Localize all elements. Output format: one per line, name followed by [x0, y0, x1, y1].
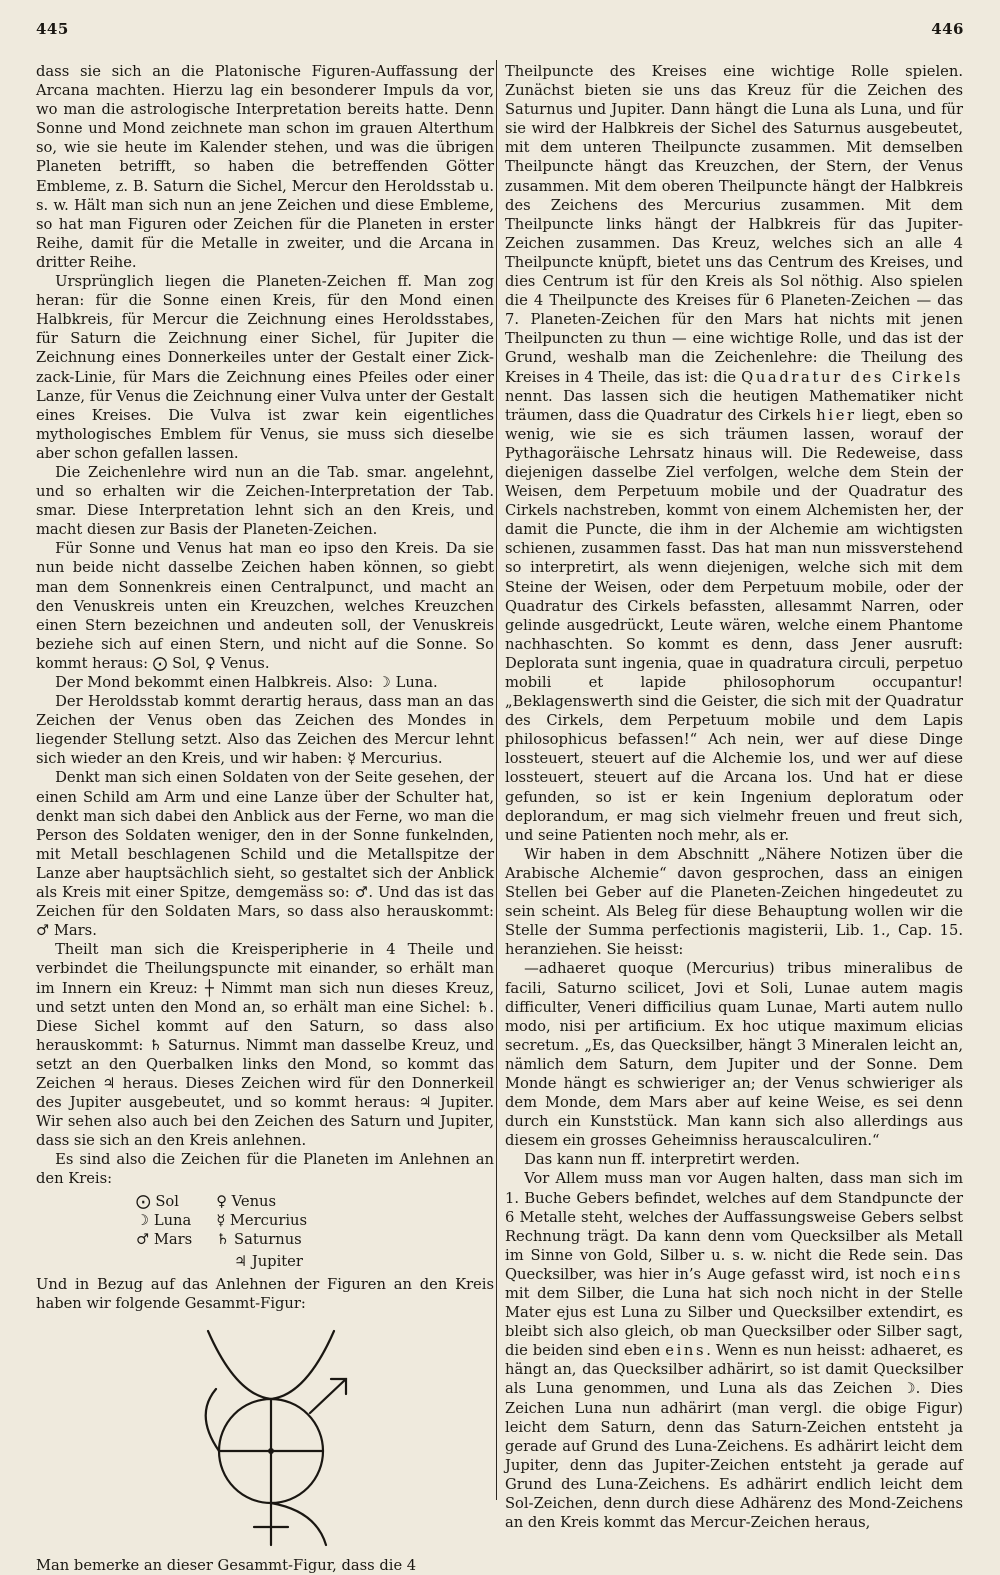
- paragraph: Ursprünglich liegen die Planeten-Zeichen ff. Man zog heran: für die Sonne einen Kreis, für den Mond einen Halbkreis, für Mercur die Zeichnung eines Heroldsstabes, für Saturn die Zeichnung einer Sichel, für Jupiter die Zeichnung eines Donnerkeiles unter der Gestalt einer Zick-zack-Linie, für Mars die Zeichnung eines Pfeiles oder einer Lanze, für Venus die Zeichnung einer Vulva unter der Gestalt eines Kreises. Die Vulva ist zwar kein eigentliches mythologisches Emblem für Venus, sie muss sich dieselbe aber schon gefallen lassen.: [36, 273, 494, 462]
- mercury-horns-arc: [208, 1331, 334, 1399]
- left-page-number: 445: [36, 20, 69, 38]
- moon-symbol: ☽ Luna: [136, 1211, 192, 1229]
- saturn-sickle-arc: [271, 1503, 326, 1545]
- paragraph: Für Sonne und Venus hat man eo ipso den Kreis. Da sie nun beide nicht dasselbe Zeichen haben können, so giebt man dem Sonnenkreis einen Centralpunct, und macht an den Venuskreis unten ein Kreuzchen, welches Kreuzchen einen Stern bezeichnen und andeuten soll, der Venuskreis beziehe sich auf einen Stern, und nicht auf die Sonne. So kommt heraus: ⨀ Sol, ♀ Venus.: [36, 540, 494, 672]
- paragraph: Und in Bezug auf das Anlehnen der Figuren an den Kreis haben wir folgende Gesammt-Figur:: [36, 1275, 494, 1312]
- sun-center-dot: [268, 1448, 274, 1454]
- paragraph: —adhaeret quoque (Mercurius) tribus mineralibus de facili, Saturno scilicet, Jovi et Soli, Lunae autem magis difficulter, Veneri difficilius quam Lunae, Marti autem nullo modo, nisi per artificium. Ex hoc utique maximum elicias secretum. „Es, das Quecksilber, hängt 3 Mineralen leicht an, nämlich dem Saturn, dem Jupiter und der Sonne. Dem Monde hängt es schwieriger an; der Venus schwieriger als dem Monde, dem Mars aber auf keine Weise, es sei denn durch ein Kunststück. Man kann sich also allerdings aus diesem ein grosses Geheimniss herauscalculiren.“: [505, 960, 963, 1150]
- paragraph: Theilt man sich die Kreisperipherie in 4 Theile und verbindet die Theilungspuncte mit einander, so erhält man im Innern ein Kreuz: ┼ Nimmt man sich nun dieses Kreuz, und setzt unten den Mond an, so erhält man eine Sichel: ♄. Diese Sichel kommt auf den Saturn, so dass also herauskommt: ♄ Saturnus. Nimmt man dasselbe Kreuz, und setzt an den Querbalken links den Mond, so kommt das Zeichen ♃ heraus. Dieses Zeichen wird für den Donnerkeil des Jupiter ausgebeutet, und so kommt heraus: ♃ Jupiter. Wir sehen also auch bei den Zeichen des Saturn und Jupiter, dass sie sich an den Kreis anlehnen.: [36, 941, 494, 1150]
- right-page-number: 446: [931, 20, 964, 38]
- table-row: [136, 1192, 321, 1211]
- paragraph: Theilpuncte des Kreises eine wichtige Rolle spielen. Zunächst bieten sie uns das Kreuz für die Zeichen des Saturnus und Jupiter. Dann hängt die Luna als Luna, und für sie wird der Halbkreis der Sichel des Saturnus ausgebeutet, mit dem unteren Theilpuncte zusammen. Mit demselben Theilpuncte hängt das Kreuzchen, der Stern, der Venus zusammen. Mit dem oberen Theilpuncte hängt der Halbkreis des Zeichens des Mercurius zusammen. Mit dem Theilpuncte links hängt der Halbkreis für das Jupiter-Zeichen zusammen. Das Kreuz, welches sich an alle 4 Theilpuncte knüpft, bietet uns das Centrum des Kreises, und dies Centrum ist für den Kreis als Sol nöthig. Also spielen die 4 Theilpuncte des Kreises für 6 Planeten-Zeichen — das 7. Planeten-Zeichen für den Mars hat nichts mit jenen Theilpuncten zu thun — eine wichtige Rolle, und das ist der Grund, weshalb man die Zeichenlehre: die Theilung des Kreises in 4 Theile, das ist: die Quadratur des Cirkels nennt. Das lassen sich die heutigen Mathematiker nicht träumen, dass die Quadratur des Cirkels hier liegt, eben so wenig, wie sie es sich träumen lassen, worauf der Pythagoräische Lehrsatz hinaus will. Die Redeweise, dass diejenigen dasselbe Ziel verfolgen, welche dem Stein der Weisen, dem Perpetuum mobile und der Quadratur des Cirkels nachstreben, kommt von einem Alchemisten her, der damit die Puncte, die ihm in der Alchemie am wichtigsten schienen, zusammen fasst. Das hat man nun missverstehend so interpretirt, als wenn diejenigen, welche sich mit dem Steine der Weisen, oder dem Perpetuum mobile, oder der Quadratur des Cirkels befassten, allesammt Narren, oder gelinde ausgedrückt, Leute wären, welche einem Phantome nachhaschten. So kommt es denn, dass Jener ausruft: Deplorata sunt ingenia, quae in quadratura circuli, perpetuo mobili et lapide philosophorum occupantur! „Beklagenswerth sind die Geister, die sich mit der Quadratur des Cirkels, dem Perpetuum mobile und dem Lapis philosophicus befassen!“ Ach nein, wer auf diese Dinge lossteuert, steuert auf die Alchemie los, und wer auf diese lossteuert, steuert auf die Arcana los. Und hat er diese gefunden, so ist er kein Ingenium deploratum oder deplorandum, er mag sich vielmehr freuen und freut sich, und seine Patienten noch mehr, als er.: [505, 63, 963, 844]
- table-row: [136, 1211, 321, 1230]
- spaced-term: hier: [816, 406, 857, 424]
- gesammt-figur-diagram: [186, 1323, 356, 1548]
- planet-symbol-table: [136, 1192, 321, 1249]
- spaced-term: eins: [922, 1265, 964, 1283]
- sun-symbol: ⨀ Sol: [136, 1192, 179, 1210]
- mercury-symbol: ☿ Mercurius: [216, 1211, 308, 1229]
- saturn-symbol: ♄ Saturnus: [216, 1230, 302, 1248]
- paragraph: Die Zeichenlehre wird nun an die Tab. smar. angelehnt, und so erhalten wir die Zeichen-Interpretation der Tab. smar. Diese Interpretation lehnt sich an den Kreis, und macht diesen zur Basis der Planeten-Zeichen.: [36, 463, 494, 539]
- left-column: [36, 62, 494, 1575]
- paragraph: Es sind also die Zeichen für die Planeten im Anlehnen an den Kreis:: [36, 1151, 494, 1188]
- mars-symbol: ♂ Mars: [136, 1230, 193, 1248]
- paragraph: Das kann nun ff. interpretirt werden.: [524, 1151, 800, 1169]
- paragraph: Wir haben in dem Abschnitt „Nähere Notizen über die Arabische Alchemie“ davon gesprochen, dass an einigen Stellen bei Geber auf die Planeten-Zeichen hingedeutet zu sein scheint. Als Beleg für diese Behauptung wollen wir die Stelle der Summa perfectionis magisterii, Lib. 1., Cap. 15. heranziehen. Sie heisst:: [505, 845, 963, 959]
- table-row: [136, 1230, 321, 1249]
- right-column: [505, 62, 963, 1532]
- paragraph: Man bemerke an dieser Gesammt-Figur, dass die 4: [36, 1556, 417, 1574]
- column-divider: [496, 60, 497, 1500]
- paragraph: Vor Allem muss man vor Augen halten, dass man sich im 1. Buche Gebers befindet, welches auf dem Standpuncte der 6 Metalle steht, welches der Auffassungsweise Gebers selbst Rechnung trägt. Da kann denn vom Quecksilber als Metall im Sinne von Gold, Silber u. s. w. nicht die Rede sein. Das Quecksilber, was hier in’s Auge gefasst wird, ist noch eins mit dem Silber, die Luna hat sich noch nicht in der Stelle Mater ejus est Luna zu Silber und Quecksilber extendirt, es bleibt sich also gleich, ob man Quecksilber oder Silber sagt, die beiden sind eben eins. Wenn es nun heisst: adhaeret, es hängt an, das Quecksilber adhärirt, so ist damit Quecksilber als Luna genommen, und Luna als das Zeichen ☽. Dies Zeichen Luna nun adhärirt (man vergl. die obige Figur) leicht dem Saturn, denn das Saturn-Zeichen entsteht ja gerade auf Grund des Luna-Zeichens. Es adhärirt leicht dem Jupiter, denn das Jupiter-Zeichen entsteht ja gerade auf Grund des Luna-Zeichens. Es adhärirt endlich leicht dem Sol-Zeichen, denn durch diese Adhärenz des Mond-Zeichens an den Kreis kommt das Mercur-Zeichen heraus,: [505, 1170, 964, 1532]
- jupiter-left-arc: [206, 1389, 219, 1451]
- paragraph: Der Heroldsstab kommt derartig heraus, dass man an das Zeichen der Venus oben das Zeichen des Mondes in liegender Stellung setzt. Also das Zeichen des Mercur lehnt sich wieder an den Kreis, und wir haben: ☿ Mercurius.: [36, 693, 494, 768]
- paragraph: dass sie sich an die Platonische Figuren-Auffassung der Arcana machten. Hierzu lag ein besonderer Impuls da vor, wo man die astrologische Interpretation bereits hatte. Denn Sonne und Mond zeichnete man schon im grauen Alterthum so, wie sie heute im Kalender stehen, und was die übrigen Planeten betrifft, so haben die betreffenden Götter Embleme, z. B. Saturn die Sichel, Mercur den Heroldsstab u. s. w. Hält man sich nun an jene Zeichen und diese Embleme, so hat man Figuren oder Zeichen für die Planeten in erster Reihe, damit für die Metalle in zweiter, und die Arcana in dritter Reihe.: [36, 63, 494, 271]
- paragraph: Der Mond bekommt einen Halbkreis. Also: ☽ Luna.: [55, 674, 438, 691]
- paragraph: Denkt man sich einen Soldaten von der Seite gesehen, der einen Schild am Arm und eine Lanze über der Schulter hat, denkt man sich dabei den Anblick aus der Ferne, wo man die Person des Soldaten weniger, den in der Sonne funkelnden, mit Metall beschlagenen Schild und die Metallspitze der Lanze aber hauptsächlich sieht, so gestaltet sich der Anblick als Kreis mit einer Spitze, demgemäss so: ♂. Und das ist das Zeichen für den Soldaten Mars, so dass also herauskommt: ♂ Mars.: [36, 769, 494, 940]
- spaced-term: Quadratur des Cirkels: [741, 368, 963, 386]
- spaced-term: eins: [665, 1342, 707, 1360]
- jupiter-symbol: ♃ Jupiter: [234, 1252, 303, 1270]
- mars-arrow-shaft: [310, 1379, 346, 1413]
- venus-symbol: ♀ Venus: [216, 1192, 277, 1210]
